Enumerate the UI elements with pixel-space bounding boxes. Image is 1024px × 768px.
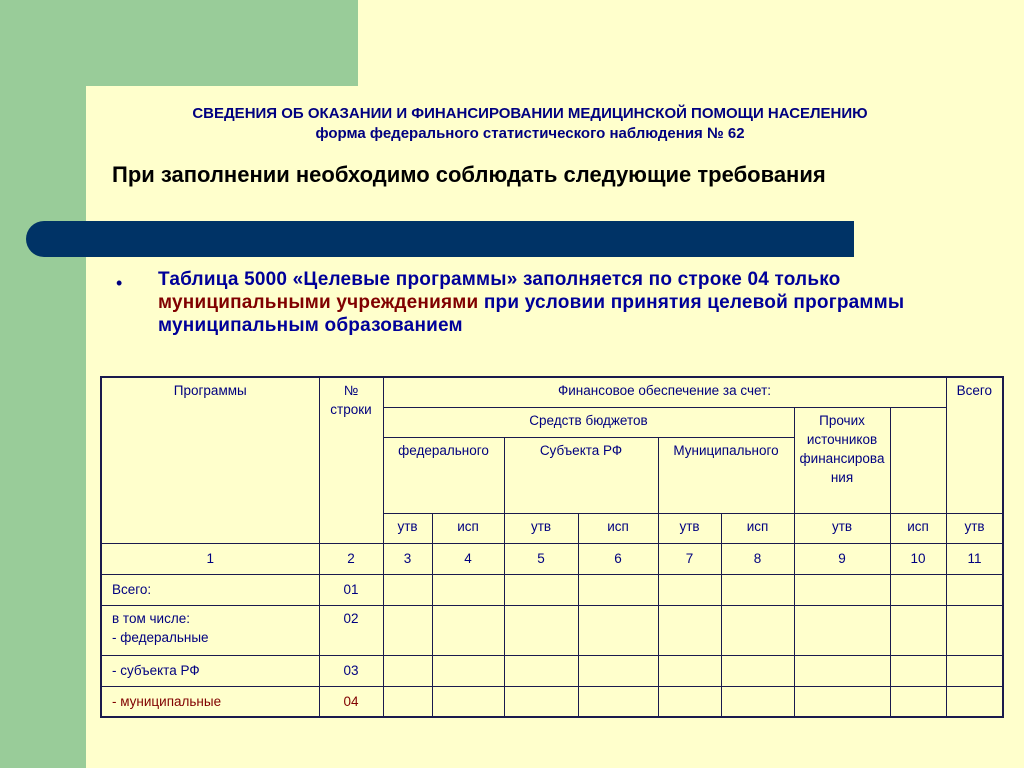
data-cell[interactable] [383,605,432,655]
bullet-text-highlight: муниципальными учреждениями [158,292,479,313]
data-cell[interactable] [946,605,1003,655]
sub-header-cell: утв [383,513,432,543]
column-number-row [101,543,1003,574]
header-subject: Субъекта РФ [504,437,658,513]
bullet-text-part1: Таблица 5000 «Целевые программы» заполняется по строке 04 только [158,269,841,290]
column-number: 3 [383,543,432,574]
column-number: 10 [890,543,946,574]
column-number: 6 [578,543,658,574]
column-number: 7 [658,543,721,574]
data-cell[interactable] [383,655,432,686]
row-code: 04 [319,686,383,717]
data-cell[interactable] [658,574,721,605]
data-cell[interactable] [794,605,890,655]
table-row [101,686,1003,717]
data-cell[interactable] [721,686,794,717]
data-cell[interactable] [794,574,890,605]
header-municipal: Муниципального [658,437,794,513]
bullet-icon: • [116,273,123,293]
header-total: Всего [946,377,1003,513]
header-other-sources: Прочих источников финансирования [794,407,890,513]
data-cell[interactable] [946,686,1003,717]
data-cell[interactable] [946,574,1003,605]
blue-divider-bar [26,221,854,257]
column-number: 1 [101,543,319,574]
data-cell[interactable] [721,655,794,686]
data-cell[interactable] [946,655,1003,686]
column-number: 9 [794,543,890,574]
header-row-number: № строки [319,377,383,543]
programs-table [100,376,1004,718]
row-label-line: в том числе: [112,610,190,626]
data-cell[interactable] [658,686,721,717]
data-cell[interactable] [890,574,946,605]
data-cell[interactable] [658,605,721,655]
green-top-decoration [0,0,358,86]
data-cell[interactable] [890,655,946,686]
column-number: 11 [946,543,1003,574]
row-code: 03 [319,655,383,686]
sub-header-cell: утв [946,513,1003,543]
row-label-municipal: - муниципальные [101,686,319,717]
sub-header-cell: утв [658,513,721,543]
data-cell[interactable] [890,605,946,655]
row-code: 01 [319,574,383,605]
data-cell[interactable] [504,655,578,686]
data-cell[interactable] [578,686,658,717]
data-cell[interactable] [432,686,504,717]
sub-header-cell: исп [432,513,504,543]
column-number: 8 [721,543,794,574]
data-cell[interactable] [504,605,578,655]
bullet-text [158,268,988,337]
data-cell[interactable] [578,574,658,605]
data-cell[interactable] [383,574,432,605]
sub-header-cell: утв [504,513,578,543]
column-number: 2 [319,543,383,574]
data-cell[interactable] [794,686,890,717]
form-title: СВЕДЕНИЯ ОБ ОКАЗАНИИ И ФИНАНСИРОВАНИИ МЕДИЦИНСКОЙ ПОМОЩИ НАСЕЛЕНИЮ [192,105,868,122]
requirements-heading: При заполнении необходимо соблюдать следующие требования [112,162,826,187]
sub-header-cell: исп [721,513,794,543]
data-cell[interactable] [383,686,432,717]
column-number: 4 [432,543,504,574]
sub-header-cell: утв [794,513,890,543]
data-cell[interactable] [794,655,890,686]
data-cell[interactable] [721,574,794,605]
data-cell[interactable] [432,655,504,686]
bullet-text-part2: при условии принятия целевой программы муниципальным образованием [158,292,905,336]
data-cell[interactable] [721,605,794,655]
column-number: 5 [504,543,578,574]
data-cell[interactable] [890,686,946,717]
row-label-federal [101,605,319,655]
data-cell[interactable] [504,686,578,717]
header-federal: федерального [383,437,504,513]
green-sidebar-decoration [0,0,86,768]
table-row [101,574,1003,605]
data-cell[interactable] [504,574,578,605]
header-row-1 [101,377,1003,407]
header-programs: Программы [101,377,319,543]
sub-header-cell: исп [578,513,658,543]
data-cell[interactable] [578,605,658,655]
header-budget-funds: Средств бюджетов [383,407,794,437]
table-row [101,655,1003,686]
row-code: 02 [319,605,383,655]
table-row [101,605,1003,655]
data-cell[interactable] [432,605,504,655]
row-label-line: - федеральные [112,629,209,645]
row-label-subject: - субъекта РФ [101,655,319,686]
header-financing: Финансовое обеспечение за счет: [383,377,946,407]
data-cell[interactable] [432,574,504,605]
header-blank [890,407,946,513]
form-subtitle: форма федерального статистического наблюдения № 62 [315,125,745,142]
data-cell[interactable] [578,655,658,686]
sub-header-cell: исп [890,513,946,543]
row-label-total: Всего: [101,574,319,605]
data-cell[interactable] [658,655,721,686]
